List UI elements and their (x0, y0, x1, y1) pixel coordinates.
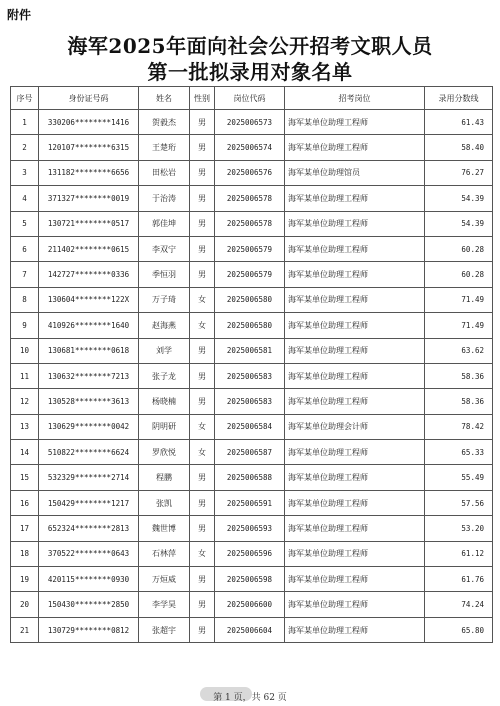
cell-index: 1 (11, 110, 39, 135)
cell-gender: 男 (190, 617, 215, 642)
table-row (11, 490, 493, 515)
cell-index: 3 (11, 160, 39, 185)
cell-id-number: 510822********6624 (39, 440, 139, 465)
cell-name: 李双宁 (139, 236, 190, 261)
cell-gender: 男 (190, 186, 215, 211)
table-row (11, 338, 493, 363)
cell-post-code: 2025006591 (215, 490, 285, 515)
cell-gender: 男 (190, 490, 215, 515)
cell-index: 11 (11, 363, 39, 388)
cell-name: 杨晓楠 (139, 389, 190, 414)
cell-gender: 女 (190, 541, 215, 566)
cell-name: 刘学 (139, 338, 190, 363)
table-body (11, 110, 493, 643)
cell-post-code: 2025006598 (215, 567, 285, 592)
cell-post-code: 2025006588 (215, 465, 285, 490)
cell-post-code: 2025006593 (215, 516, 285, 541)
cell-gender: 男 (190, 592, 215, 617)
cell-post-code: 2025006581 (215, 338, 285, 363)
table-row (11, 440, 493, 465)
cell-name: 李学昊 (139, 592, 190, 617)
cell-post: 海军某单位助理工程师 (285, 110, 425, 135)
cell-post: 海军某单位助理工程师 (285, 363, 425, 388)
cell-index: 6 (11, 236, 39, 261)
cell-post: 海军某单位助理工程师 (285, 567, 425, 592)
table-row (11, 313, 493, 338)
cell-gender: 男 (190, 363, 215, 388)
cell-index: 15 (11, 465, 39, 490)
cell-id-number: 131182********6656 (39, 160, 139, 185)
table-row (11, 186, 493, 211)
cell-post: 海军某单位助理工程师 (285, 541, 425, 566)
cell-index: 17 (11, 516, 39, 541)
cell-cutoff-score: 58.36 (425, 363, 493, 388)
cell-post-code: 2025006578 (215, 211, 285, 236)
cell-name: 王楚珩 (139, 135, 190, 160)
table-row (11, 110, 493, 135)
cell-id-number: 130721********0517 (39, 211, 139, 236)
cell-cutoff-score: 65.80 (425, 617, 493, 642)
col-header-post-code: 岗位代码 (215, 87, 285, 110)
cell-id-number: 130681********0618 (39, 338, 139, 363)
cell-cutoff-score: 61.43 (425, 110, 493, 135)
table-row (11, 592, 493, 617)
cell-index: 7 (11, 262, 39, 287)
cell-post: 海军某单位助理馆员 (285, 160, 425, 185)
cell-cutoff-score: 71.49 (425, 313, 493, 338)
cell-name: 罗欣悦 (139, 440, 190, 465)
cell-post: 海军某单位助理工程师 (285, 617, 425, 642)
cell-id-number: 130632********7213 (39, 363, 139, 388)
cell-gender: 男 (190, 110, 215, 135)
document-title: 海军2025年面向社会公开招考文职人员 (67, 34, 433, 58)
cell-index: 9 (11, 313, 39, 338)
cell-post: 海军某单位助理工程师 (285, 389, 425, 414)
cell-post: 海军某单位助理工程师 (285, 516, 425, 541)
cell-name: 魏世博 (139, 516, 190, 541)
cell-index: 14 (11, 440, 39, 465)
cell-name: 万烜威 (139, 567, 190, 592)
cell-name: 张超宇 (139, 617, 190, 642)
cell-post: 海军某单位助理工程师 (285, 236, 425, 261)
cell-gender: 女 (190, 287, 215, 312)
table-row (11, 262, 493, 287)
cell-post: 海军某单位助理工程师 (285, 338, 425, 363)
cell-gender: 男 (190, 516, 215, 541)
col-header-name: 姓名 (139, 87, 190, 110)
cell-post-code: 2025006574 (215, 135, 285, 160)
cell-id-number: 371327********0019 (39, 186, 139, 211)
cell-gender: 女 (190, 440, 215, 465)
cell-gender: 男 (190, 389, 215, 414)
cell-cutoff-score: 65.33 (425, 440, 493, 465)
attachment-label: 附件 (7, 8, 32, 22)
table-row (11, 617, 493, 642)
cell-gender: 男 (190, 135, 215, 160)
cell-gender: 女 (190, 313, 215, 338)
cell-post: 海军某单位助理工程师 (285, 440, 425, 465)
cell-id-number: 130629********0042 (39, 414, 139, 439)
table-row (11, 541, 493, 566)
col-header-cutoff-score: 录用分数线 (425, 87, 493, 110)
cell-id-number: 120107********6315 (39, 135, 139, 160)
cell-index: 10 (11, 338, 39, 363)
cell-cutoff-score: 58.40 (425, 135, 493, 160)
cell-cutoff-score: 61.12 (425, 541, 493, 566)
table-row (11, 211, 493, 236)
cell-index: 12 (11, 389, 39, 414)
cell-id-number: 211402********0615 (39, 236, 139, 261)
col-header-id-number: 身份证号码 (39, 87, 139, 110)
cell-post: 海军某单位助理工程师 (285, 211, 425, 236)
cell-post-code: 2025006576 (215, 160, 285, 185)
cell-cutoff-score: 53.20 (425, 516, 493, 541)
cell-id-number: 130528********3613 (39, 389, 139, 414)
cell-id-number: 410926********1640 (39, 313, 139, 338)
cell-index: 20 (11, 592, 39, 617)
cell-post-code: 2025006580 (215, 313, 285, 338)
cell-post-code: 2025006584 (215, 414, 285, 439)
cell-index: 21 (11, 617, 39, 642)
cell-name: 赵海燕 (139, 313, 190, 338)
cell-name: 石林萍 (139, 541, 190, 566)
cell-id-number: 652324********2813 (39, 516, 139, 541)
cell-cutoff-score: 60.28 (425, 236, 493, 261)
page-footer: 第 1 页，共 62 页 (213, 693, 287, 703)
table-row (11, 236, 493, 261)
cell-name: 贺毅杰 (139, 110, 190, 135)
cell-post-code: 2025006573 (215, 110, 285, 135)
cell-id-number: 330206********1416 (39, 110, 139, 135)
cell-id-number: 532329********2714 (39, 465, 139, 490)
cell-cutoff-score: 58.36 (425, 389, 493, 414)
cell-name: 张子龙 (139, 363, 190, 388)
cell-id-number: 420115********0930 (39, 567, 139, 592)
cell-name: 郭佳坤 (139, 211, 190, 236)
cell-name: 张凯 (139, 490, 190, 515)
cell-post: 海军某单位助理会计师 (285, 414, 425, 439)
cell-name: 万子琦 (139, 287, 190, 312)
table-row (11, 160, 493, 185)
table-header-row (11, 87, 493, 110)
cell-index: 19 (11, 567, 39, 592)
document-subtitle: 第一批拟录用对象名单 (147, 60, 353, 84)
cell-id-number: 142727********0336 (39, 262, 139, 287)
cell-cutoff-score: 76.27 (425, 160, 493, 185)
cell-id-number: 150429********1217 (39, 490, 139, 515)
hiring-roster-table (10, 86, 493, 643)
cell-cutoff-score: 78.42 (425, 414, 493, 439)
cell-gender: 男 (190, 211, 215, 236)
cell-index: 18 (11, 541, 39, 566)
cell-post-code: 2025006578 (215, 186, 285, 211)
cell-name: 于治涛 (139, 186, 190, 211)
table-row (11, 287, 493, 312)
cell-name: 程鹏 (139, 465, 190, 490)
cell-gender: 女 (190, 414, 215, 439)
cell-post-code: 2025006579 (215, 262, 285, 287)
col-header-index: 序号 (11, 87, 39, 110)
cell-post: 海军某单位助理工程师 (285, 465, 425, 490)
cell-cutoff-score: 60.28 (425, 262, 493, 287)
cell-post-code: 2025006600 (215, 592, 285, 617)
cell-post-code: 2025006579 (215, 236, 285, 261)
cell-post-code: 2025006596 (215, 541, 285, 566)
cell-gender: 男 (190, 567, 215, 592)
cell-post: 海军某单位助理工程师 (285, 490, 425, 515)
cell-post-code: 2025006580 (215, 287, 285, 312)
cell-cutoff-score: 63.62 (425, 338, 493, 363)
cell-name: 田松岩 (139, 160, 190, 185)
cell-index: 8 (11, 287, 39, 312)
table-row (11, 135, 493, 160)
cell-cutoff-score: 74.24 (425, 592, 493, 617)
cell-index: 13 (11, 414, 39, 439)
cell-cutoff-score: 54.39 (425, 186, 493, 211)
cell-post-code: 2025006587 (215, 440, 285, 465)
cell-cutoff-score: 57.56 (425, 490, 493, 515)
col-header-gender: 性别 (190, 87, 215, 110)
table-row (11, 414, 493, 439)
cell-index: 5 (11, 211, 39, 236)
cell-post: 海军某单位助理工程师 (285, 135, 425, 160)
cell-index: 4 (11, 186, 39, 211)
cell-post: 海军某单位助理工程师 (285, 313, 425, 338)
table-row (11, 516, 493, 541)
cell-cutoff-score: 54.39 (425, 211, 493, 236)
cell-id-number: 130604********122X (39, 287, 139, 312)
cell-post-code: 2025006583 (215, 363, 285, 388)
table-row (11, 389, 493, 414)
cell-post-code: 2025006583 (215, 389, 285, 414)
cell-post: 海军某单位助理工程师 (285, 287, 425, 312)
cell-index: 16 (11, 490, 39, 515)
cell-post: 海军某单位助理工程师 (285, 262, 425, 287)
cell-id-number: 370522********0643 (39, 541, 139, 566)
cell-name: 季恒羽 (139, 262, 190, 287)
cell-cutoff-score: 61.76 (425, 567, 493, 592)
cell-cutoff-score: 71.49 (425, 287, 493, 312)
cell-name: 阴明研 (139, 414, 190, 439)
cell-gender: 男 (190, 338, 215, 363)
cell-cutoff-score: 55.49 (425, 465, 493, 490)
cell-gender: 男 (190, 160, 215, 185)
cell-index: 2 (11, 135, 39, 160)
cell-gender: 男 (190, 465, 215, 490)
cell-id-number: 130729********0812 (39, 617, 139, 642)
cell-id-number: 150430********2850 (39, 592, 139, 617)
table-row (11, 465, 493, 490)
cell-post: 海军某单位助理工程师 (285, 592, 425, 617)
cell-gender: 男 (190, 262, 215, 287)
cell-gender: 男 (190, 236, 215, 261)
col-header-post: 招考岗位 (285, 87, 425, 110)
cell-post: 海军某单位助理工程师 (285, 186, 425, 211)
table-row (11, 363, 493, 388)
table-row (11, 567, 493, 592)
cell-post-code: 2025006604 (215, 617, 285, 642)
